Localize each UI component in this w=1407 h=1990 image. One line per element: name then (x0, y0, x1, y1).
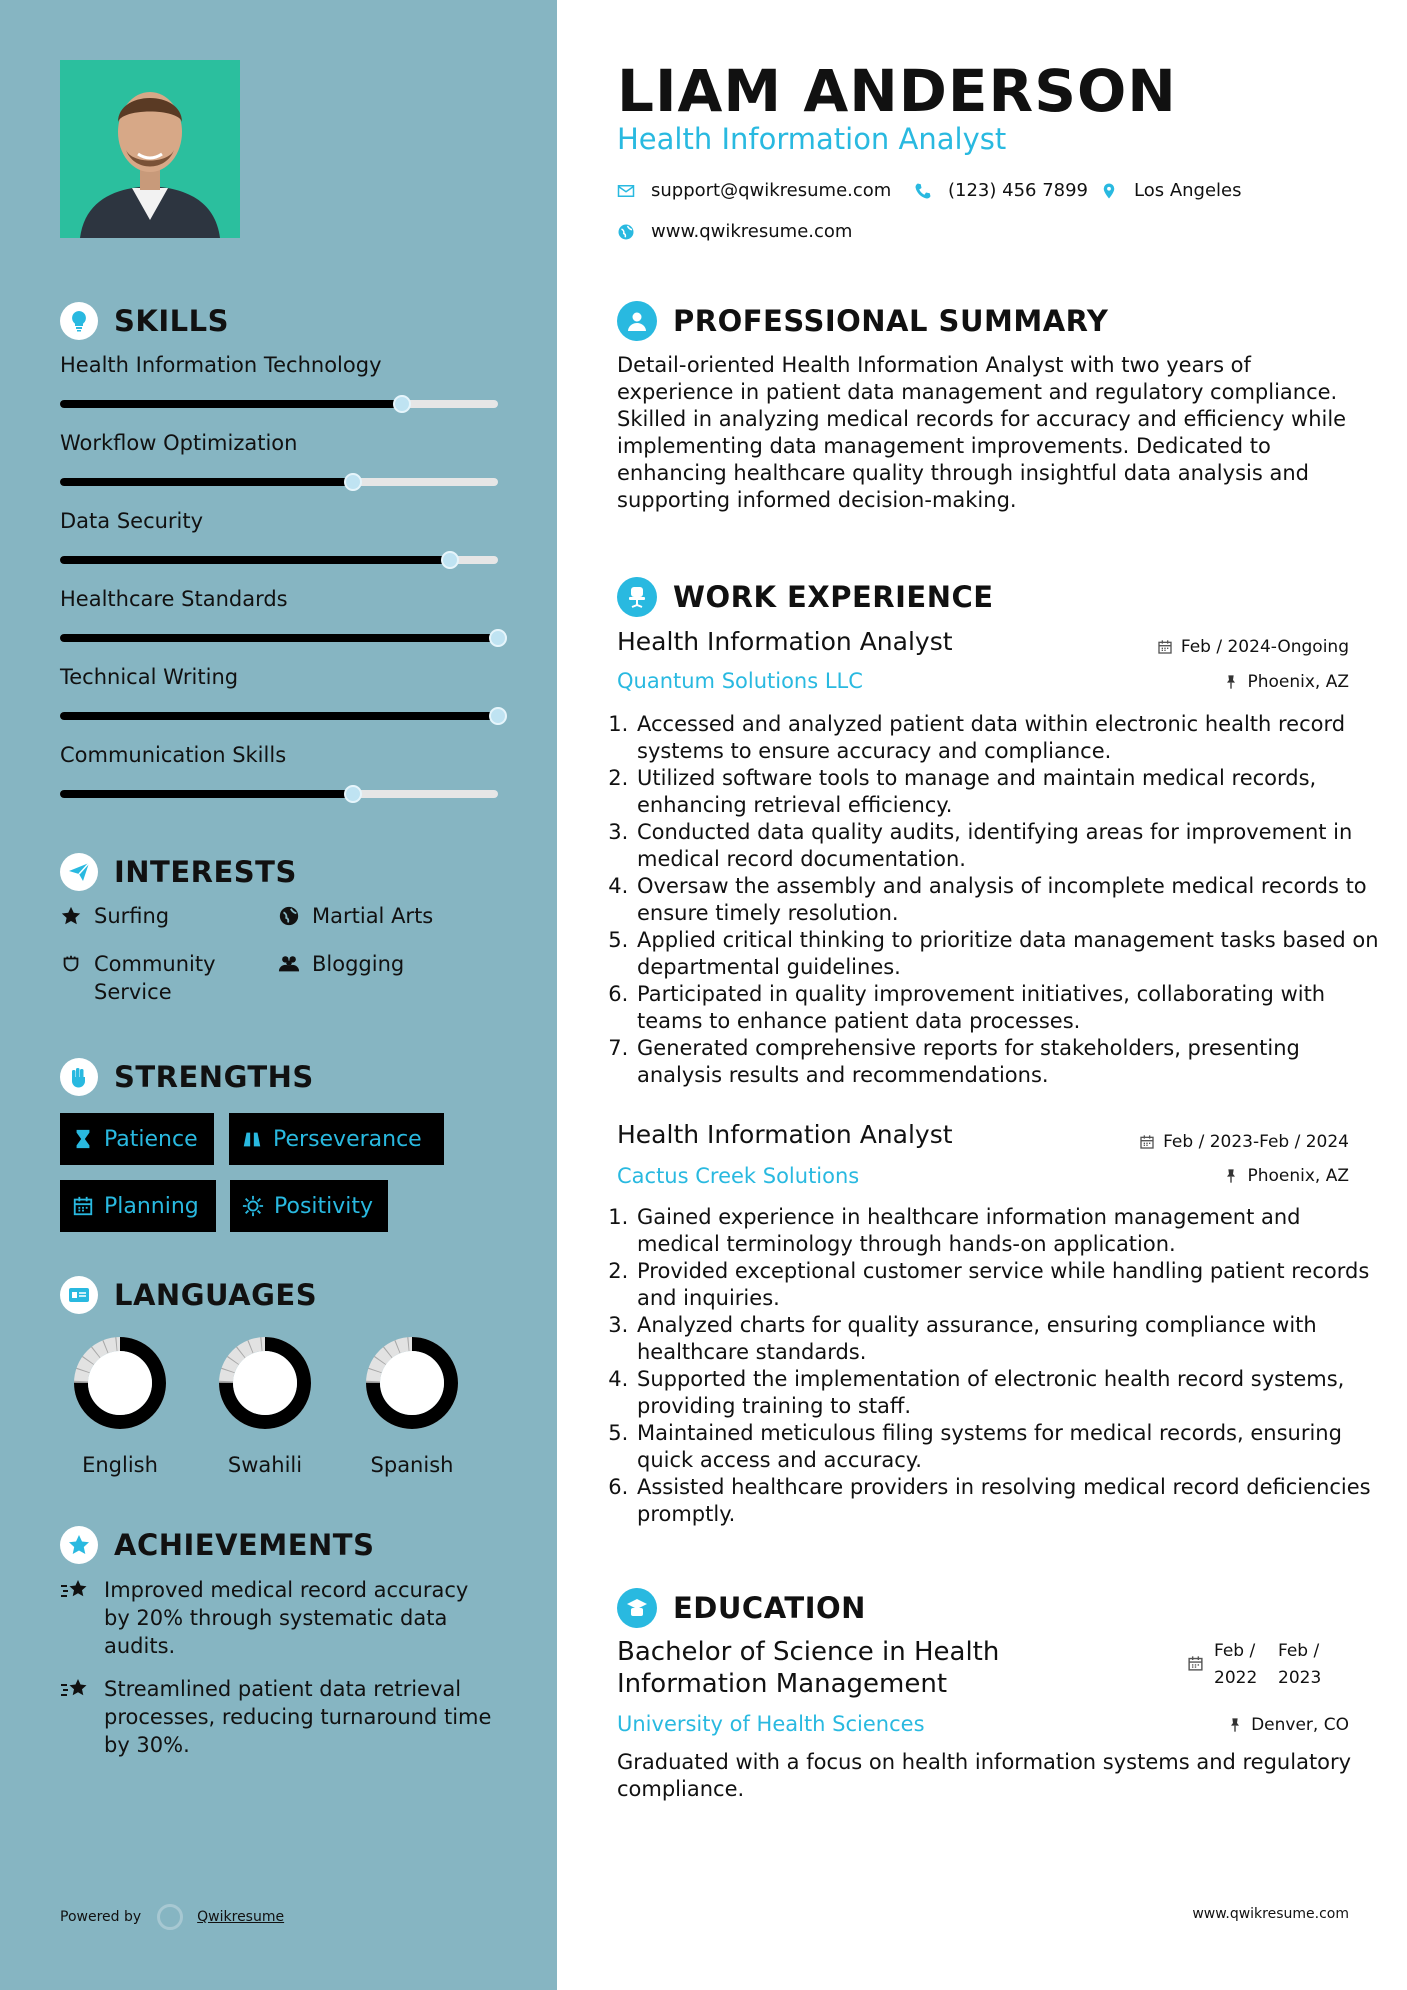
office-chair-icon (617, 577, 657, 617)
responsibility-item: 1. Accessed and analyzed patient data within electronic health record systems to ensure accuracy and compliance. (635, 711, 1380, 765)
responsibility-item: 3. Conducted data quality audits, identifying areas for improvement in medical record documentation. (635, 819, 1380, 873)
responsibility-item: 6. Assisted healthcare providers in resolving medical record deficiencies promptly. (635, 1474, 1380, 1528)
interest-label: Martial Arts (312, 904, 434, 928)
language-level-ring (215, 1333, 315, 1433)
strength-label: Positivity (274, 1193, 374, 1219)
skill-label: Technical Writing (60, 665, 239, 689)
paper-plane-icon (60, 853, 98, 891)
achievement-text: Improved medical record accuracy by 20% through systematic data audits. (104, 1578, 469, 1658)
responsibility-item: 5. Maintained meticulous filing systems for medical records, ensuring quick access and accuracy. (635, 1420, 1380, 1474)
hourglass-icon (72, 1128, 94, 1150)
skill-label: Workflow Optimization (60, 431, 298, 455)
end-year: 2023 (1278, 1668, 1322, 1688)
website-text: www.qwikresume.com (651, 221, 853, 242)
skill-label: Data Security (60, 509, 204, 533)
globe-icon (617, 223, 635, 241)
pushpin-icon (1223, 674, 1239, 690)
education-description: Graduated with a focus on health information systems and regulatory compliance. (617, 1750, 1352, 1801)
location-text: Los Angeles (1134, 180, 1242, 201)
education-start-date (1214, 1638, 1257, 1692)
sun-icon (242, 1195, 264, 1217)
job-1-date-text: Feb / 2024-Ongoing (1180, 637, 1349, 657)
skill-bar-fill (60, 790, 353, 798)
language-level-ring (70, 1333, 170, 1433)
interest-surfing (60, 902, 169, 930)
users-icon (278, 953, 300, 975)
summary-header (617, 301, 1108, 341)
achievements-title: ACHIEVEMENTS (114, 1528, 375, 1562)
responsibility-item: 3. Analyzed charts for quality assurance, ensuring compliance with healthcare standards. (635, 1312, 1380, 1366)
degree-title: Bachelor of Science in Health Information Management (617, 1637, 1000, 1699)
responsibility-item: 2. Provided exceptional customer service while handling patient records and inquiries. (635, 1258, 1380, 1312)
strength-perseverance (229, 1113, 444, 1165)
achievement-item (60, 1576, 500, 1660)
person-avatar-icon (60, 60, 240, 238)
skill-bar-fill (60, 712, 498, 720)
language-level-ring (362, 1333, 462, 1433)
job-1-location (1223, 672, 1349, 692)
contact-website[interactable] (617, 221, 852, 242)
skill-item (60, 586, 500, 612)
footer-website[interactable]: www.qwikresume.com (1192, 1906, 1349, 1922)
skill-bar (60, 790, 498, 798)
candidate-title: Health Information Analyst (617, 122, 1007, 156)
skill-item (60, 742, 500, 768)
interests-header (60, 853, 297, 891)
star-icon (60, 905, 82, 927)
skill-bar-knob (393, 395, 411, 413)
skill-bar (60, 634, 498, 642)
school-name: University of Health Sciences (617, 1712, 925, 1736)
languages-header (60, 1276, 317, 1314)
skill-bar (60, 712, 498, 720)
qwikresume-logo-icon (157, 1904, 183, 1930)
interest-martial-arts (278, 902, 433, 930)
calendar-icon (1139, 1134, 1155, 1150)
binoculars-icon (241, 1128, 263, 1150)
job-2-responsibilities (609, 1204, 1380, 1528)
skills-header (60, 302, 229, 340)
strengths-header (60, 1058, 314, 1096)
job-1-date (1157, 637, 1349, 657)
achievement-text: Streamlined patient data retrieval processes, reducing turnaround time by 30%. (104, 1677, 492, 1757)
skill-item (60, 664, 500, 690)
responsibility-item: 4. Supported the implementation of electronic health record systems, providing training to staff. (635, 1366, 1380, 1420)
skill-bar (60, 478, 498, 486)
strength-positivity (230, 1180, 388, 1232)
language-name: English (82, 1453, 158, 1477)
star-badge-icon (60, 1526, 98, 1564)
job-2-date-text: Feb / 2023-Feb / 2024 (1163, 1132, 1349, 1152)
skill-label: Communication Skills (60, 743, 287, 767)
skill-item (60, 508, 500, 534)
skill-item (60, 430, 500, 456)
skill-bar (60, 400, 498, 408)
job-1-title: Health Information Analyst (617, 627, 953, 656)
education-header (617, 1588, 866, 1628)
achievement-item (60, 1675, 500, 1759)
job-2-location-text: Phoenix, AZ (1247, 1166, 1349, 1186)
job-1-responsibilities (609, 711, 1380, 1089)
responsibility-item: 5. Applied critical thinking to prioritize data management tasks based on departmental guidelines. (635, 927, 1380, 981)
phone-icon (914, 182, 932, 200)
education-end-date (1278, 1638, 1321, 1692)
id-card-icon (60, 1276, 98, 1314)
job-2-title: Health Information Analyst (617, 1120, 953, 1149)
language-item (55, 1333, 185, 1477)
qwikresume-link[interactable]: Qwikresume (197, 1909, 285, 1925)
education-location-text: Denver, CO (1251, 1715, 1349, 1735)
contact-phone[interactable] (914, 180, 1088, 201)
skill-label: Health Information Technology (60, 353, 382, 377)
email-text: support@qwikresume.com (651, 180, 892, 201)
responsibility-item: 1. Gained experience in healthcare information management and medical terminology through hands-on application. (635, 1204, 1380, 1258)
powered-by (60, 1904, 284, 1930)
interest-label: Surfing (94, 904, 170, 928)
skill-bar-fill (60, 634, 498, 642)
graduate-icon (617, 1588, 657, 1628)
interest-label: Blogging (312, 952, 405, 976)
summary-title: PROFESSIONAL SUMMARY (673, 304, 1109, 338)
globe-icon (278, 905, 300, 927)
interests-title: INTERESTS (114, 855, 297, 889)
end-month: Feb / (1278, 1641, 1320, 1661)
language-item (347, 1333, 477, 1477)
lightbulb-icon (60, 302, 98, 340)
calendar-icon (72, 1195, 94, 1217)
experience-title: WORK EXPERIENCE (673, 580, 994, 614)
calendar-icon (1157, 639, 1173, 655)
job-1-location-text: Phoenix, AZ (1247, 672, 1349, 692)
start-year: 2022 (1214, 1668, 1258, 1688)
skill-bar-knob (489, 707, 507, 725)
calendar-icon (1187, 1655, 1204, 1672)
strengths-title: STRENGTHS (114, 1060, 314, 1094)
shooting-star-icon (60, 1675, 90, 1703)
job-2-company: Cactus Creek Solutions (617, 1164, 860, 1188)
contact-location (1100, 180, 1242, 201)
job-1-company: Quantum Solutions LLC (617, 669, 863, 693)
interest-label: Community Service (94, 952, 216, 1004)
envelope-icon (617, 182, 635, 200)
skill-bar-knob (344, 785, 362, 803)
language-item (200, 1333, 330, 1477)
map-pin-icon (1100, 182, 1118, 200)
strength-patience (60, 1113, 214, 1165)
skill-bar (60, 556, 498, 564)
interest-blogging (278, 950, 404, 978)
responsibility-item: 6. Participated in quality improvement initiatives, collaborating with teams to enhance patient data processes. (635, 981, 1380, 1035)
strength-label: Planning (104, 1193, 199, 1219)
strength-planning (60, 1180, 216, 1232)
skills-title: SKILLS (114, 304, 229, 338)
strength-label: Patience (104, 1126, 198, 1152)
summary-text: Detail-oriented Health Information Analyst with two years of experience in patient data management and regulatory compliance. Skilled in analyzing medical records for accuracy and efficiency while implementing data management improvements. Dedicated to enhancing healthcare quality through insightful data analysis and supporting informed decision-making. (617, 353, 1347, 512)
responsibility-item: 4. Oversaw the assembly and analysis of incomplete medical records to ensure timely resolution. (635, 873, 1380, 927)
user-circle-icon (617, 301, 657, 341)
fist-icon (60, 1058, 98, 1096)
interest-community-service (60, 950, 250, 1006)
profile-photo (60, 60, 240, 238)
job-2-location (1223, 1166, 1349, 1186)
achievements-header (60, 1526, 374, 1564)
languages-title: LANGUAGES (114, 1278, 318, 1312)
skill-label: Healthcare Standards (60, 587, 288, 611)
skill-bar-fill (60, 478, 353, 486)
language-name: Swahili (227, 1453, 303, 1477)
experience-header (617, 577, 994, 617)
education-title: EDUCATION (673, 1591, 866, 1625)
candidate-name: LIAM ANDERSON (617, 57, 1177, 125)
skill-bar-fill (60, 556, 450, 564)
strength-label: Perseverance (273, 1126, 422, 1152)
pushpin-icon (1223, 1168, 1239, 1184)
skill-bar-fill (60, 400, 402, 408)
skill-bar-knob (489, 629, 507, 647)
powered-by-label: Powered by (60, 1909, 142, 1925)
responsibility-item: 7. Generated comprehensive reports for stakeholders, presenting analysis results and recommendations. (635, 1035, 1380, 1089)
skill-bar-knob (344, 473, 362, 491)
language-name: Spanish (370, 1453, 454, 1477)
job-2-date (1139, 1132, 1349, 1152)
hand-icon (60, 953, 82, 975)
contact-email[interactable] (617, 180, 891, 201)
phone-text: (123) 456 7899 (948, 180, 1089, 201)
skill-bar-knob (441, 551, 459, 569)
pushpin-icon (1227, 1717, 1243, 1733)
education-location (1227, 1715, 1349, 1735)
responsibility-item: 2. Utilized software tools to manage and maintain medical records, enhancing retrieval efficiency. (635, 765, 1380, 819)
skill-item (60, 352, 500, 378)
start-month: Feb / (1214, 1641, 1256, 1661)
shooting-star-icon (60, 1576, 90, 1604)
